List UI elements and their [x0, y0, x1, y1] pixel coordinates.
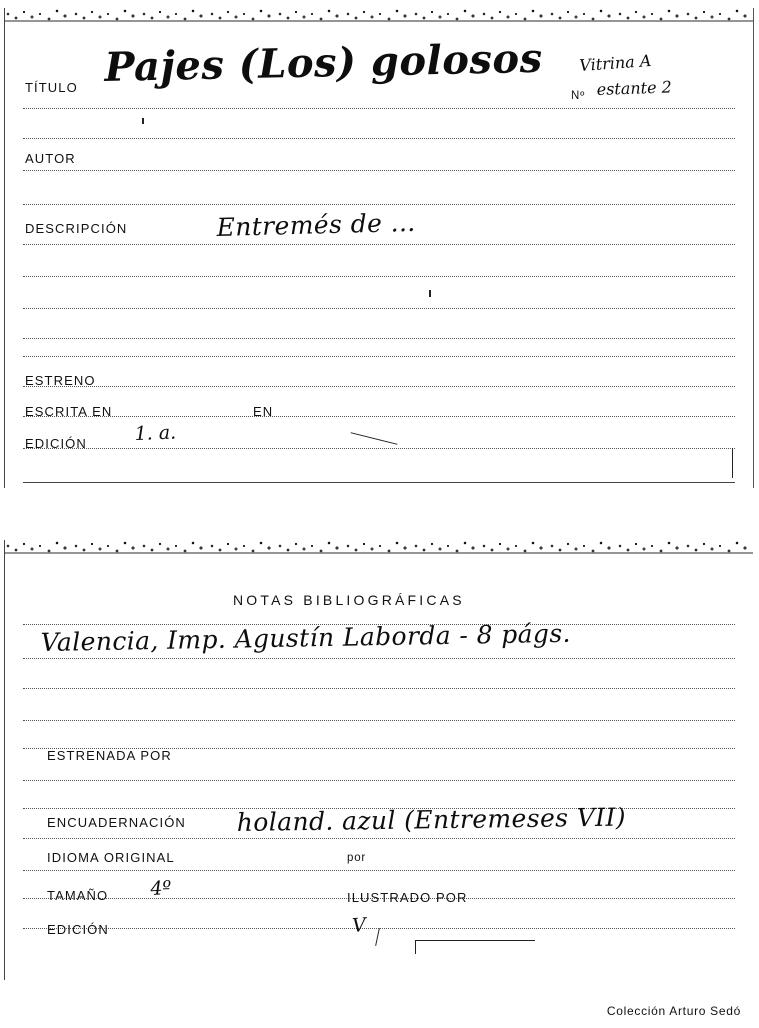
- handwritten-title: Pajes (Los) golosos: [104, 34, 544, 91]
- rule-line: [23, 338, 735, 339]
- stray-mark: [351, 432, 398, 445]
- rule-line: [23, 276, 735, 277]
- stray-mark: [429, 290, 431, 297]
- rule-line: [23, 870, 735, 871]
- rule-line: [23, 688, 735, 689]
- rule-line: [23, 658, 735, 659]
- handwritten-shelf-estante: estante 2: [596, 77, 673, 99]
- collection-credit: Colección Arturo Sedó: [606, 1004, 741, 1018]
- label-ilustrado-por: ILUSTRADO POR: [347, 890, 468, 905]
- catalog-card-front: [4, 8, 754, 488]
- rule-line: [23, 416, 735, 417]
- handwritten-edicion: 1. a.: [134, 421, 177, 445]
- handwritten-edicion: V: [351, 914, 367, 937]
- rule-line-bottom: [23, 482, 735, 483]
- rule-line: [23, 244, 735, 245]
- rule-line: [23, 138, 735, 139]
- catalog-card-back: [4, 540, 753, 980]
- rule-line: [23, 308, 735, 309]
- handwritten-notas: Valencia, Imp. Agustín Laborda - 8 págs.: [40, 618, 572, 657]
- handwritten-tamano: 4º: [149, 876, 173, 900]
- rule-line: [23, 356, 735, 357]
- label-shelf-number: Nº: [571, 90, 586, 102]
- handwritten-descripcion: Entremés de ...: [216, 207, 416, 242]
- card-top-edge-noise: [5, 8, 753, 24]
- label-tamano: TAMAÑO: [47, 888, 109, 903]
- stray-mark: [732, 448, 733, 478]
- label-encuadernacion: ENCUADERNACIÓN: [47, 815, 186, 830]
- label-idioma-original: IDIOMA ORIGINAL: [47, 850, 175, 865]
- rule-line: [23, 204, 735, 205]
- rule-line: [23, 448, 735, 449]
- rule-line: [23, 838, 735, 839]
- handwritten-encuadernacion: holand. azul (Entremeses VII): [236, 802, 627, 837]
- rule-line: [23, 720, 735, 721]
- label-estreno: ESTRENO: [25, 373, 96, 388]
- rule-line: [23, 386, 735, 387]
- stray-mark: [375, 928, 380, 946]
- notas-bibliograficas-heading: NOTAS BIBLIOGRÁFICAS: [233, 592, 465, 608]
- stray-mark: [415, 940, 535, 941]
- label-descripcion: DESCRIPCIÓN: [25, 221, 128, 236]
- label-autor: AUTOR: [25, 151, 76, 166]
- stray-mark: [142, 118, 144, 124]
- rule-line: [23, 108, 735, 109]
- label-escrita-en: ESCRITA EN: [25, 404, 113, 419]
- label-titulo: TÍTULO: [25, 80, 78, 95]
- label-por: por: [347, 852, 367, 864]
- stray-mark: [415, 940, 416, 954]
- label-edicion: EDICIÓN: [47, 922, 109, 937]
- rule-line: [23, 780, 735, 781]
- card-back-edge-noise: [5, 540, 753, 556]
- rule-line: [23, 170, 735, 171]
- label-edicion: EDICIÓN: [25, 436, 87, 451]
- label-en: EN: [253, 404, 274, 419]
- label-estrenada-por: ESTRENADA POR: [47, 748, 172, 763]
- handwritten-shelf-vitrina: Vitrina A: [578, 51, 652, 75]
